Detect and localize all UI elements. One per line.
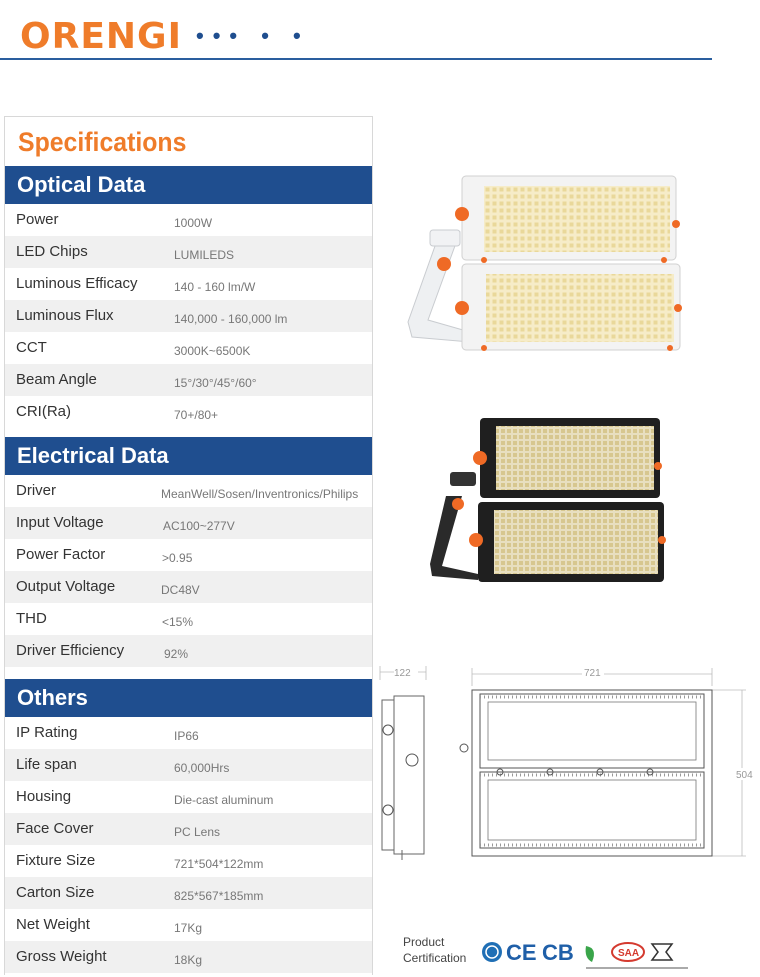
section-header-optical: Optical Data (5, 166, 372, 204)
table-row (5, 204, 372, 236)
table-row (5, 845, 372, 877)
height-dimension: 504 (736, 770, 753, 781)
row-label: Fixture Size (16, 852, 96, 869)
ukca-icon (652, 944, 672, 960)
row-label: Output Voltage (16, 578, 116, 595)
row-label: Housing (16, 788, 72, 805)
table-row (5, 909, 372, 941)
row-label: Driver Efficiency (16, 642, 125, 659)
row-label: Carton Size (16, 884, 95, 901)
row-value: IP66 (174, 729, 199, 743)
row-value: 140,000 - 160,000 lm (174, 312, 288, 326)
rohs-leaf-icon (586, 946, 594, 962)
row-value: 70+/80+ (174, 408, 219, 422)
table-row (5, 603, 372, 635)
table-row (5, 941, 372, 973)
row-label: CCT (16, 339, 47, 356)
row-value: 18Kg (174, 953, 203, 967)
row-label: Net Weight (16, 916, 90, 933)
certification-label-line1: Product (403, 935, 445, 949)
table-row (5, 749, 372, 781)
table-row (5, 781, 372, 813)
table-row (5, 571, 372, 603)
row-value: AC100~277V (163, 519, 235, 533)
row-label: Input Voltage (16, 514, 104, 531)
row-label: Driver (16, 482, 56, 499)
row-value: 92% (164, 647, 189, 661)
row-label: Life span (16, 756, 77, 773)
table-row (5, 300, 372, 332)
row-value: >0.95 (162, 551, 193, 565)
row-value: 825*567*185mm (174, 889, 264, 903)
row-value: 1000W (174, 216, 213, 230)
table-row (5, 475, 372, 507)
row-value: 15°/30°/45°/60° (174, 376, 257, 390)
row-label: Gross Weight (16, 948, 107, 965)
header-divider (0, 58, 712, 60)
saa-label: SAA (618, 948, 640, 959)
row-value: 3000K~6500K (174, 344, 251, 358)
row-label: LED Chips (16, 243, 88, 260)
table-row (5, 717, 372, 749)
width-dimension: 721 (584, 668, 601, 679)
row-label: Beam Angle (16, 371, 97, 388)
row-label: CRI(Ra) (16, 403, 71, 420)
table-row (5, 507, 372, 539)
table-row (5, 877, 372, 909)
table-row (5, 396, 372, 428)
table-row (5, 236, 372, 268)
brand-header (20, 14, 310, 58)
depth-dimension: 122 (394, 668, 411, 679)
row-value: PC Lens (174, 825, 221, 839)
cb-icon: CB (542, 940, 574, 965)
dimension-diagram (372, 660, 760, 870)
brand-logo: ORENGI (20, 15, 182, 57)
row-value: 140 - 160 lm/W (174, 280, 256, 294)
row-value: Die-cast aluminum (174, 793, 274, 807)
row-value: MeanWell/Sosen/Inventronics/Philips (161, 487, 359, 501)
ce-icon: CE (506, 940, 537, 965)
table-row (5, 364, 372, 396)
black-floodlight-image (428, 416, 668, 584)
tuv-icon (482, 942, 502, 962)
section-header-others: Others (5, 679, 372, 717)
row-value: LUMILEDS (174, 248, 235, 262)
row-value: 60,000Hrs (174, 761, 230, 775)
certification-label-line2: Certification (403, 951, 467, 965)
row-value: <15% (162, 615, 194, 629)
row-label: Face Cover (16, 820, 94, 837)
specifications-panel (4, 116, 373, 975)
page-title: Specifications (18, 127, 187, 157)
row-value: 721*504*122mm (174, 857, 264, 871)
table-row (5, 539, 372, 571)
row-label: Power Factor (16, 546, 106, 563)
row-value: 17Kg (174, 921, 203, 935)
table-row (5, 813, 372, 845)
section-header-electrical: Electrical Data (5, 437, 372, 475)
row-label: Luminous Efficacy (16, 275, 138, 292)
row-label: Luminous Flux (16, 307, 114, 324)
white-floodlight-image (400, 172, 700, 357)
row-label: THD (16, 610, 47, 627)
certification-label (403, 934, 466, 966)
table-row (5, 268, 372, 300)
table-row (5, 332, 372, 364)
row-label: IP Rating (16, 724, 78, 741)
row-label: Power (16, 211, 59, 228)
certification-marks (480, 940, 690, 970)
brand-dots: ••• • • (196, 23, 310, 48)
row-value: DC48V (161, 583, 200, 597)
table-row (5, 635, 372, 667)
